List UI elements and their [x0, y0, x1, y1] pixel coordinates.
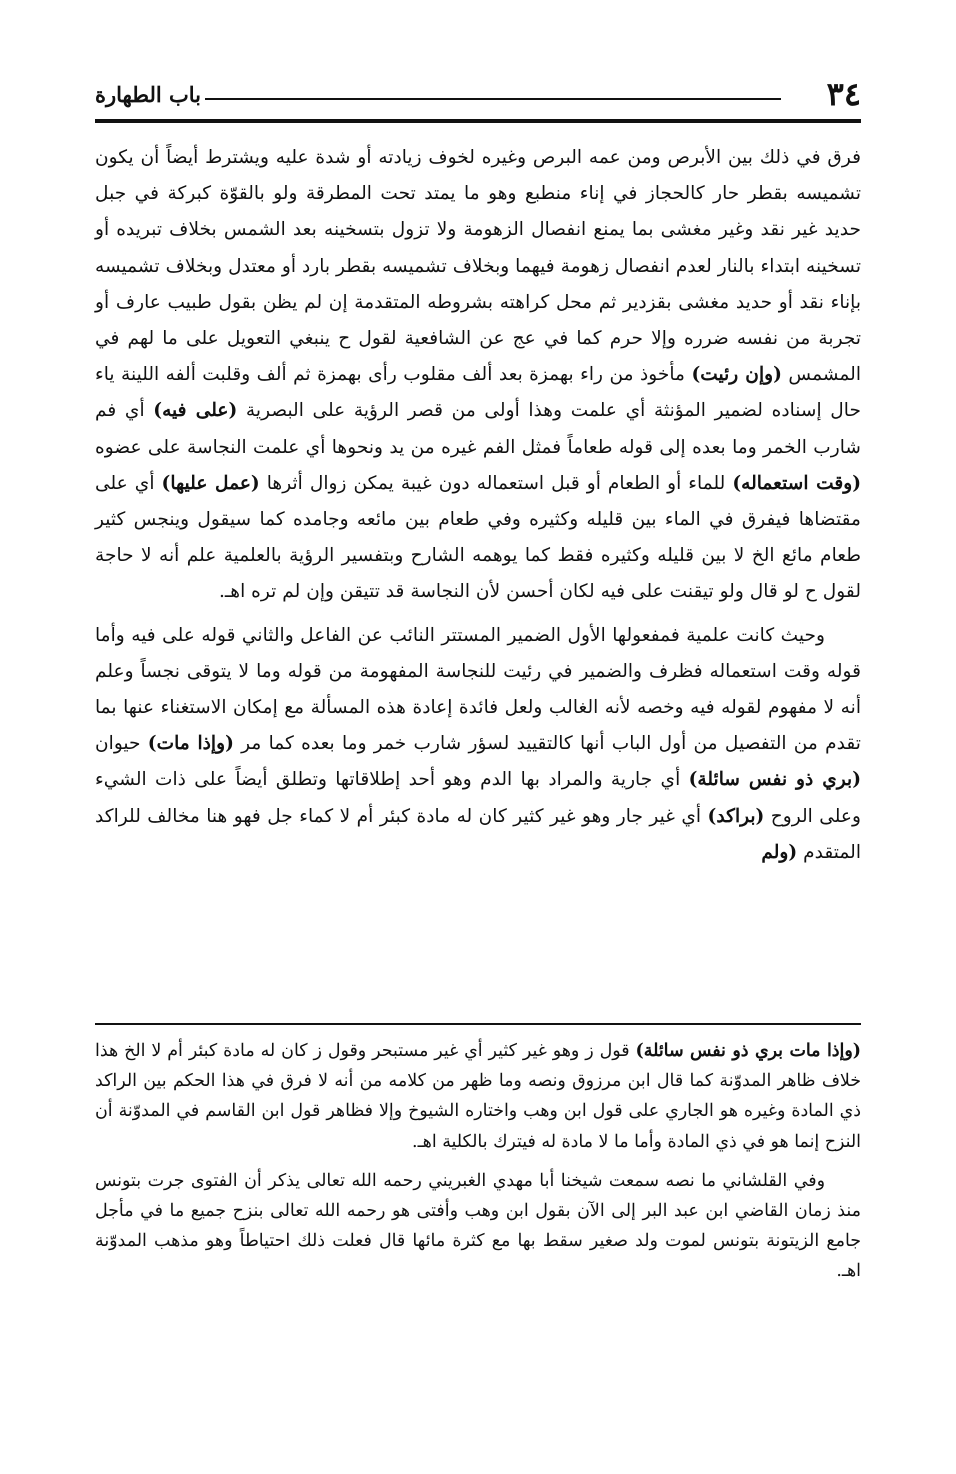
footnote-paragraph-1 [95, 1036, 861, 1157]
main-p1-text-2: مأخوذ من راء بهمزة بعد ألف مقلوب رأى بهمزة ثم ألف وقلبت ألفه اللينة ياء حال إسناده لضمير المؤنثة أي علمت وهذا أولى من قصر الرؤية على البصرية [95, 364, 861, 422]
footnote-f2-text-1: وفي القلشاني ما نصه سمعت شيخنا أبا مهدي الغبريني رحمه الله تعالى يذكر أن الفتوى جرت بتونس منذ زمان القاضي ابن عبد البر إلى الآن بقول ابن وهب وأفتى هو رحمه الله تعالى بنزح جميع ما في مأجل جامع الزيتونة بتونس لموت ولد صغير سقط بها مع كثرة مائها قال فعلت ذلك احتياطاً وهو مذهب المدوّنة اهـ. [95, 1170, 861, 1282]
header-underline [95, 119, 861, 123]
main-p2-text-3: أي جارية والمراد بها الدم وهو أحد إطلاقاتها وتطلق أيضاً على ذات الشيء وعلى الروح [95, 769, 861, 827]
main-p1-text-5: أي على مقتضاها فيفرق في الماء بين قليله وكثيره وفي طعام بين مائعه وجامده كما سيقول وينجس كثير طعام مائع الخ لا بين قليله وكثيره فقط كما يوهمه الشارح وبتفسير الرؤية بالعلمية علم أنه لا حاجة لقول ح لو قال ولو تيقنت على فيه لكان أحسن لأن النجاسة قد تتيقن وإن لم تره اهـ. [95, 472, 861, 603]
main-p1-bold-2: (على فيه) [153, 400, 238, 422]
footnotes [95, 1036, 861, 1287]
main-p1-bold-3: (وقت استعماله) [732, 472, 861, 494]
main-p2-bold-4: (ولم [761, 841, 798, 863]
main-p1-text-3: أي فم شارب الخمر وما بعده إلى قوله طعاماً فمثل الفم غيره من يد ونحوها أي علمت النجاسة على عضوه [95, 400, 861, 458]
page-number: ٣٤ [826, 75, 861, 113]
main-p2-bold-3: (براكد) [707, 805, 765, 827]
footnote-separator [95, 1023, 861, 1025]
main-paragraph-1 [95, 140, 861, 611]
main-p2-text-4: أي غير جار وهو غير كثير كان له مادة كبئر أم لا كماء جل فهو هنا مخالف للراكد المتقدم [95, 805, 861, 863]
footnote-paragraph-2 [95, 1166, 861, 1287]
main-p2-text-2: حيوان [95, 733, 148, 755]
main-text [95, 140, 861, 871]
main-p1-bold-4: (عمل عليها) [161, 472, 260, 494]
main-paragraph-2 [95, 618, 861, 871]
page-header [95, 70, 861, 120]
main-p1-text-1: فرق في ذلك بين الأبرص ومن عمه البرص وغيره لخوف زيادته أو شدة عليه ويشترط أيضاً أن يكون تشميسه بقطر حار كالحجاز في إناء منطبع وهو ما يمتد تحت المطرقة ولو بالقوّة كبركة في جبل حديد غير نقد وغير مغشى بما يمنع انفصال الزهومة ولا تزول بتسخينه بعد الشمس بخلاف تبريده أو تسخينه ابتداء بالنار لعدم انفصال زهومة فيهما وبخلاف تشميسه بقطر بارد أو معتدل وبخلاف تشميسه بإناء نقد أو حديد مغشى بقزدير ثم محل كراهته بشروطه المتقدمة إن لم يظن بقول طبيب عارف أو تجربة من نفسه ضرره وإلا حرم كما في عج عن الشافعية لقول ح ينبغي التعويل على ما لهم في المشمس [95, 147, 861, 386]
main-p2-bold-1: (وإذا مات) [147, 733, 234, 755]
footnote-f1-text-1: قول ز وهو غير كثير أي غير مستبحر وقول ز كان له مادة كبئر أم لا الخ هذا خلاف ظاهر المدوّنة كما قال ابن مرزوق ونصه وما ظهر من كلامه من أنه لا فرق في هذا الحكم بين الراكد ذي المادة وغيره هو الجاري على قول ابن وهب واختاره الشيوخ وإلا فظاهر قول ابن القاسم في المدوّنة أن النزح إنما هو في ذي المادة وأما ما لا مادة له فيترك بالكلية اهـ. [95, 1041, 861, 1152]
header-rule [205, 98, 781, 100]
main-p1-bold-1: (وإن رئيت) [691, 364, 782, 386]
main-p2-bold-2: (بري ذو نفس سائلة) [688, 769, 861, 791]
footnote-f1-bold-1: (وإذا مات بري ذو نفس سائلة) [635, 1041, 861, 1061]
main-p2-text-1: وحيث كانت علمية فمفعولها الأول الضمير المستتر النائب عن الفاعل والثاني قوله على فيه وأما قوله وقت استعماله فظرف والضمير في رئيت للنجاسة المفهومة من قوله وما لا يتوقى نجساً وعلم أنه لا مفهوم لقوله فيه وخصه لأنه الغالب ولعل فائدة إعادة هذه المسألة مع إمكان الاستغناء عنها بما تقدم من التفصيل من أول الباب أنها كالتقييد لسؤر شارب خمر وما بعده كما مر [95, 624, 861, 755]
main-p1-text-4: للماء أو الطعام أو قبل استعماله دون غيبة يمكن زوال أثرها [266, 472, 733, 494]
chapter-title: باب الطهارة [95, 82, 202, 107]
